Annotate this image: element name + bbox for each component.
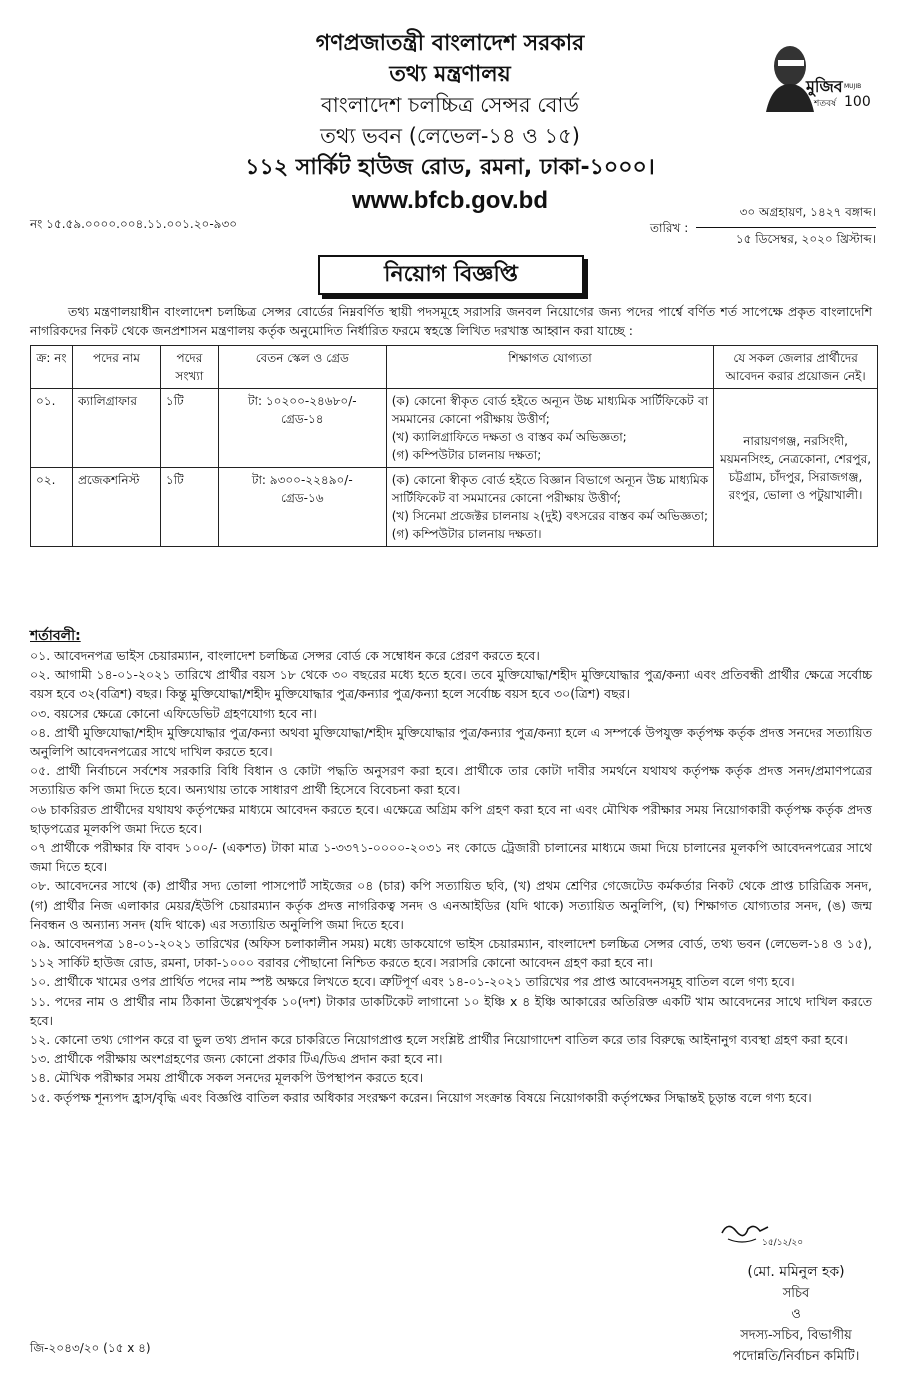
term-item: ১০. প্রার্থীকে খামের ওপর প্রার্থিত পদের নাম স্পষ্ট অক্ষরে লিখতে হবে। ত্রুটিপূর্ণ এবং ১৪-০১-২০২১ তারিখের পর প্রাপ্ত আবেদনসমূহ বাতিল বলে গণ্য হবে। bbox=[30, 974, 795, 990]
scale-value: টা: ৯৩০০-২২৪৯০/- bbox=[251, 473, 353, 487]
term-item: ০৩. বয়সের ক্ষেত্রে কোনো এফিডেভিট গ্রহণযোগ্য হবে না। bbox=[30, 705, 317, 721]
term-item: ১৪. মৌখিক পরীক্ষার সময় প্রার্থীকে সকল সনদের মূলকপি উপস্থাপন করতে হবে। bbox=[30, 1070, 424, 1086]
term-item: ০২. আগামী ১৪-০১-২০২১ তারিখে প্রার্থীর বয়স ১৮ থেকে ৩০ বছরের মধ্যে হতে হবে। তবে মুক্তিযোদ্ধা/শহীদ মুক্তিযোদ্ধার পুত্র/কন্যা এবং প্রতিবন্ধী প্রার্থীর ক্ষেত্রে সর্বোচ্চ বয়স হবে ৩২(বত্রিশ) বছর। কিন্তু মুক্তিযোদ্ধা/শহীদ মুক্তিযোদ্ধার পুত্র/কন্যার পুত্র/কন্যা হলে সর্বোচ্চ বয়স হবে ৩০(ত্রিশ) বছর। bbox=[30, 667, 872, 702]
edu-item: (ক) কোনো স্বীকৃত বোর্ড হইতে অন্যূন উচ্চ মাধ্যমিক সার্টিফিকেট বা সমমানের কোনো পরীক্ষায় উত্তীর্ণ; bbox=[391, 394, 709, 426]
svg-text:শতবর্ষ: শতবর্ষ bbox=[814, 99, 837, 109]
term-item: ০৭ প্রার্থীকে পরীক্ষার ফি বাবদ ১০০/- (একশত) টাকা মাত্র ১-৩৩৭১-০০০০-২০৩১ নং কোডে ট্রেজারী চালানের মাধ্যমে জমা দিয়ে চালানের মূলকপি আবেদনপত্রের সাথে জমা দিতে হবে। bbox=[30, 840, 872, 875]
notice-title: নিয়োগ বিজ্ঞপ্তি bbox=[318, 255, 584, 295]
office-address: ১১২ সার্কিট হাউজ রোড, রমনা, ঢাকা-১০০০। bbox=[245, 155, 655, 180]
mujib-100-logo bbox=[760, 40, 872, 112]
bangla-date: ৩০ অগ্রহায়ণ, ১৪২৭ বঙ্গাব্দ। bbox=[696, 204, 876, 228]
govt-name: গণপ্রজাতন্ত্রী বাংলাদেশ সরকার bbox=[315, 31, 585, 56]
svg-text:১৫/১২/২০: ১৫/১২/২০ bbox=[762, 1238, 804, 1248]
term-item: ০৫. প্রার্থী নির্বাচনে সর্বশেষ সরকারি বিধি বিধান ও কোটা পদ্ধতি অনুসরণ করা হবে। প্রার্থীকে তার কোটা দাবীর সমর্থনে যথাযথ কর্তৃপক্ষ কর্তৃক প্রদত্ত সনদ/প্রমাণপত্রের সত্যায়িত কপি জমা দিতে হবে। অন্যথায় তাকে সাধারণ প্রার্থী হিসেবে বিবেচনা করা হবে। bbox=[30, 763, 872, 798]
handwritten-signature bbox=[718, 1215, 804, 1253]
row-education bbox=[386, 389, 713, 468]
signatory-role: সদস্য-সচিব, বিভাগীয় bbox=[740, 1328, 852, 1343]
table-row bbox=[31, 389, 878, 468]
term-item: ১৫. কর্তৃপক্ষ শূন্যপদ হ্রাস/বৃদ্ধি এবং বিজ্ঞপ্তি বাতিল করার অধিকার সংরক্ষণ করেন। নিয়োগ সংক্রান্ত বিষয়ে নিয়োগকারী কর্তৃপক্ষের সিদ্ধান্তই চূড়ান্ত বলে গণ্য হবে। bbox=[30, 1089, 812, 1105]
col-serial: ক্র: নং bbox=[31, 346, 73, 389]
footer-code: জি-২০৪৩/২০ (১৫ x ৪) bbox=[30, 1341, 151, 1355]
term-item: ১৩. প্রার্থীকে পরীক্ষায় অংশগ্রহণের জন্য কোনো প্রকার টিএ/ডিএ প্রদান করা হবে না। bbox=[30, 1051, 443, 1067]
terms-title: শর্তাবলী: bbox=[30, 628, 81, 644]
signatory-name: (মো. মমিনুল হক) bbox=[747, 1264, 845, 1280]
svg-text:MUJIB: MUJIB bbox=[844, 83, 862, 90]
excluded-districts: নারায়ণগঞ্জ, নরসিংদী, ময়মনসিংহ, নেত্রকোনা, শেরপুর, চট্টগ্রাম, চাঁদপুর, সিরাজগঞ্জ, রংপুর, ভোলা ও পটুয়াখালী। bbox=[714, 389, 878, 547]
term-item: ০৬ চাকরিরত প্রার্থীদের যথাযথ কর্তৃপক্ষের মাধ্যমে আবেদন করতে হবে। এক্ষেত্রে অগ্রিম কপি গ্রহণ করা হবে না এবং মৌখিক পরীক্ষার সময় নিয়োগকারী কর্তৃপক্ষ কর্তৃক প্রদত্ত ছাড়পত্রের মূলকপি জমা দিতে হবে। bbox=[30, 801, 872, 836]
scale-value: টা: ১০২০০-২৪৬৮০/- bbox=[248, 394, 357, 408]
col-districts: যে সকল জেলার প্রার্থীদের আবেদন করার প্রয়োজন নেই। bbox=[714, 346, 878, 389]
term-item: ০৪. প্রার্থী মুক্তিযোদ্ধা/শহীদ মুক্তিযোদ্ধার পুত্র/কন্যা অথবা মুক্তিযোদ্ধা/শহীদ মুক্তিযোদ্ধার পুত্র/কন্যার পুত্র/কন্যা হলে এ সম্পর্কে উপযুক্ত কর্তৃপক্ষ কর্তৃক প্রদত্ত সনদের সত্যায়িত অনুলিপি আবেদনপত্রের সাথে দাখিল করতে হবে। bbox=[30, 724, 872, 760]
term-item: ০১. আবেদনপত্র ভাইস চেয়ারম্যান, বাংলাদেশ চলচ্চিত্র সেন্সর বোর্ড কে সম্বোধন করে প্রেরণ করতে হবে। bbox=[30, 648, 540, 663]
signatory-committee: পদোন্নতি/নির্বাচন কমিটি। bbox=[732, 1349, 860, 1364]
edu-item: (খ) সিনেমা প্রজেক্টর চালনায় ২(দুই) বৎসরের বাস্তব কর্ম অভিজ্ঞতা; bbox=[391, 509, 708, 523]
row-scale bbox=[218, 468, 386, 547]
intro-paragraph: তথ্য মন্ত্রণালয়াধীন বাংলাদেশ চলচ্চিত্র সেন্সর বোর্ডের নিম্নবর্ণিত স্থায়ী পদসমূহে সরাসরি জনবল নিয়োগের জন্য পদের পার্শ্বে বর্ণিত শর্ত সাপেক্ষে প্রকৃত বাংলাদেশি নাগরিকদের নিকট থেকে জনপ্রশাসন মন্ত্রণালয় কর্তৃক অনুমোদিত নির্ধারিত ফরমে স্বহস্তে লিখিত দরখাস্ত আহ্বান করা যাচ্ছে : bbox=[30, 304, 872, 338]
grade-value: গ্রেড-১৬ bbox=[280, 491, 324, 505]
term-item: ১১. পদের নাম ও প্রার্থীর নাম ঠিকানা উল্লেখপূর্বক ১০(দশ) টাকার ডাকটিকেট লাগানো ১০ ইঞ্চি x ৪ ইঞ্চি আকারের অতিরিক্ত একটি খাম আবেদনের সাথে দাখিল করতে হবে। bbox=[30, 993, 872, 1028]
row-serial: ০১. bbox=[31, 389, 73, 468]
svg-text:100: 100 bbox=[844, 94, 871, 110]
date-block bbox=[696, 204, 876, 251]
row-serial: ০২. bbox=[31, 468, 73, 547]
row-scale bbox=[218, 389, 386, 468]
col-count: পদের সংখ্যা bbox=[160, 346, 218, 389]
english-date: ১৫ ডিসেম্বর, ২০২০ খ্রিস্টাব্দ। bbox=[735, 232, 876, 246]
col-education: শিক্ষাগত যোগ্যতা bbox=[386, 346, 713, 389]
row-education bbox=[386, 468, 713, 547]
row-count: ১টি bbox=[160, 468, 218, 547]
date-label: তারিখ : bbox=[650, 221, 689, 235]
row-post: ক্যালিগ্রাফার bbox=[72, 389, 160, 468]
ministry-name: তথ্য মন্ত্রণালয় bbox=[389, 62, 511, 87]
website-link[interactable]: www.bfcb.gov.bd bbox=[352, 187, 548, 214]
edu-item: (ক) কোনো স্বীকৃত বোর্ড হইতে বিজ্ঞান বিভাগে অন্যূন উচ্চ মাধ্যমিক সার্টিফিকেট বা সমমানের কোনো পরীক্ষায় উত্তীর্ণ; bbox=[391, 473, 709, 505]
signatory-block bbox=[716, 1262, 876, 1367]
term-item: ১২. কোনো তথ্য গোপন করে বা ভুল তথ্য প্রদান করে চাকরিতে নিয়োগপ্রাপ্ত হলে সংশ্লিষ্ট প্রার্থীর নিয়োগাদেশ বাতিল করে তার বিরুদ্ধে আইনানুগ ব্যবস্থা গ্রহণ করা হবে। bbox=[30, 1032, 848, 1048]
terms-list bbox=[30, 646, 872, 1107]
row-count: ১টি bbox=[160, 389, 218, 468]
board-name: বাংলাদেশ চলচ্চিত্র সেন্সর বোর্ড bbox=[321, 93, 579, 117]
signatory-title: সচিব bbox=[782, 1286, 810, 1301]
row-post: প্রজেকশনিস্ট bbox=[72, 468, 160, 547]
term-item: ০৯. আবেদনপত্র ১৪-০১-২০২১ তারিখের (অফিস চলাকালীন সময়) মধ্যে ডাকযোগে ভাইস চেয়ারম্যান, বাংলাদেশ চলচ্চিত্র সেন্সর বোর্ড, তথ্য ভবন (লেভেল-১৪ ও ১৫), ১১২ সার্কিট হাউজ রোড, রমনা, ঢাকা-১০০০ বরাবর পৌছানো নিশ্চিত করতে হবে। সরাসরি কোনো আবেদন গ্রহণ করা হবে না। bbox=[30, 936, 872, 971]
grade-value: গ্রেড-১৪ bbox=[281, 412, 324, 426]
col-scale: বেতন স্কেল ও গ্রেড bbox=[218, 346, 386, 389]
building-name: তথ্য ভবন (লেভেল-১৪ ও ১৫) bbox=[320, 124, 580, 148]
table-header-row bbox=[31, 346, 878, 389]
signatory-and: ও bbox=[791, 1307, 801, 1322]
memo-number: নং ১৫.৫৯.০০০০.০০৪.১১.০০১.২০-৯৩০ bbox=[30, 217, 238, 231]
term-item: ০৮. আবেদনের সাথে (ক) প্রার্থীর সদ্য তোলা পাসপোর্ট সাইজের ০৪ (চার) কপি সত্যায়িত ছবি, (খ) প্রথম শ্রেণির গেজেটেড কর্মকর্তার নিকট থেকে প্রাপ্ত চারিত্রিক সনদ, (গ) প্রার্থীর নিজ এলাকার মেয়র/ইউপি চেয়ারম্যান কর্তৃক প্রদত্ত নাগরিকত্ব সনদ ও এনআইডির (যদি থাকে) সত্যায়িত অনুলিপি, (ঘ) শিক্ষাগত যোগ্যতার সনদ, (ঙ) জন্ম নিবন্ধন ও অন্যান্য সনদ (যদি থাকে) এর সত্যায়িত অনুলিপি জমা দিতে হবে। bbox=[30, 878, 872, 932]
edu-item: (গ) কম্পিউটার চালনায় দক্ষতা; bbox=[391, 448, 542, 462]
edu-item: (খ) ক্যালিগ্রাফিতে দক্ষতা ও বাস্তব কর্ম অভিজ্ঞতা; bbox=[391, 430, 627, 444]
svg-text:মুজিব: মুজিব bbox=[806, 77, 843, 96]
col-post: পদের নাম bbox=[72, 346, 160, 389]
edu-item: (গ) কম্পিউটার চালনায় দক্ষতা। bbox=[391, 527, 542, 541]
posts-table bbox=[30, 345, 878, 547]
